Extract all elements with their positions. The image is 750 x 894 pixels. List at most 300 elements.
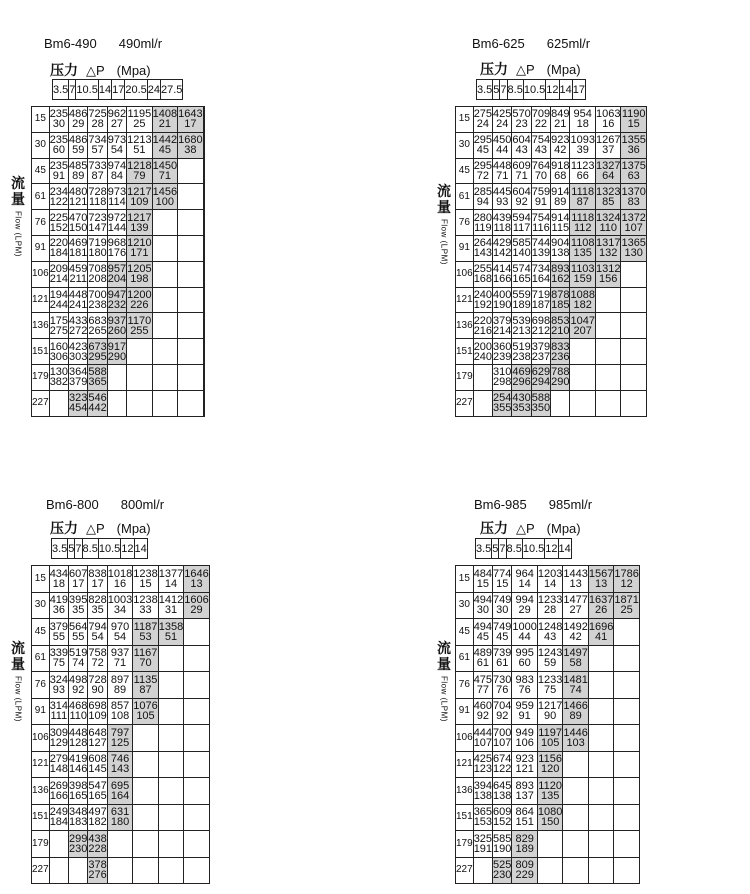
value-cell — [537, 619, 562, 646]
value-cell — [203, 313, 204, 339]
speed-value: 43 — [534, 144, 548, 157]
value-cell — [88, 235, 107, 261]
table-row — [32, 235, 205, 261]
value-cell — [493, 778, 512, 805]
value-cell — [570, 364, 595, 390]
value-cell — [69, 672, 88, 699]
value-cell — [473, 698, 492, 725]
speed-value: 198 — [130, 273, 149, 286]
model-header — [46, 497, 164, 512]
value-cell — [537, 778, 562, 805]
pressure-label: 压力 — [480, 520, 508, 536]
value-cell — [512, 831, 537, 858]
value-cell — [69, 261, 88, 287]
flow-cell: 91 — [32, 235, 50, 261]
value-cell — [88, 339, 107, 365]
value-cell — [614, 751, 639, 778]
value-cell — [473, 672, 492, 699]
value-cell — [107, 619, 132, 646]
speed-value: 27 — [110, 118, 124, 131]
value-cell — [158, 645, 183, 672]
torque-value: 235 — [49, 134, 69, 147]
torque-value: 970 — [110, 620, 130, 633]
value-cell — [595, 313, 620, 339]
value-cell — [537, 831, 562, 858]
value-cell — [107, 210, 126, 236]
torque-value: 574 — [512, 263, 531, 276]
value-cell — [107, 132, 126, 158]
speed-value: 71 — [113, 657, 127, 670]
value-cell — [493, 339, 512, 365]
speed-value: 165 — [69, 789, 88, 802]
value-cell — [588, 619, 613, 646]
speed-value: 14 — [164, 577, 178, 590]
speed-value: 121 — [69, 195, 88, 208]
flow-cell: 30 — [32, 592, 50, 619]
table-row — [456, 566, 640, 593]
value-cell — [473, 592, 492, 619]
table-row — [456, 158, 647, 184]
model-name: Bm6-625 — [472, 36, 525, 51]
speed-value: 108 — [110, 710, 130, 723]
torque-value: 1412 — [158, 594, 184, 607]
value-cell — [537, 857, 562, 884]
torque-value: 1118 — [571, 185, 595, 198]
torque-value: 683 — [88, 314, 107, 327]
value-cell — [152, 287, 177, 313]
value-cell — [493, 645, 512, 672]
value-cell — [563, 857, 588, 884]
speed-value: 110 — [69, 710, 87, 723]
speed-value: 228 — [88, 842, 107, 855]
value-cell — [551, 107, 570, 133]
torque-value: 1217 — [127, 211, 152, 224]
torque-value: 564 — [69, 620, 88, 633]
table-row — [456, 857, 640, 884]
value-cell — [595, 184, 620, 210]
value-cell — [614, 857, 639, 884]
torque-value: 1312 — [595, 263, 621, 276]
torque-value: 1606 — [184, 594, 209, 607]
speed-value: 85 — [602, 195, 615, 208]
value-cell — [184, 831, 209, 858]
value-cell — [178, 313, 203, 339]
value-cell — [595, 132, 620, 158]
speed-value: 45 — [496, 630, 509, 643]
value-cell — [133, 804, 158, 831]
speed-value: 66 — [576, 169, 589, 182]
value-cell — [127, 235, 152, 261]
value-cell — [158, 857, 183, 884]
table-row — [32, 339, 205, 365]
value-cell — [152, 235, 177, 261]
speed-value: 122 — [49, 195, 69, 208]
value-cell — [152, 364, 177, 390]
value-cell — [203, 107, 204, 133]
torque-value: 448 — [69, 726, 88, 739]
speed-value: 21 — [158, 118, 171, 131]
speed-value: 60 — [518, 657, 531, 670]
pressure-cell: 3.5 — [52, 539, 68, 559]
value-cell — [49, 287, 68, 313]
value-cell — [473, 184, 492, 210]
speed-value: 176 — [107, 247, 127, 260]
pressure-cell: 27.5 — [161, 80, 183, 100]
torque-value: 959 — [515, 700, 534, 713]
torque-value: 1118 — [571, 211, 595, 224]
speed-value: 118 — [493, 221, 511, 234]
speed-value: 21 — [554, 118, 567, 131]
torque-value: 468 — [69, 700, 88, 713]
value-cell — [107, 184, 126, 210]
displacement: 625ml/r — [546, 36, 591, 51]
value-cell — [493, 132, 512, 158]
torque-value: 519 — [69, 647, 88, 660]
torque-value: 295 — [473, 134, 493, 147]
value-cell — [69, 210, 88, 236]
performance-table — [31, 106, 205, 417]
value-cell — [152, 261, 177, 287]
torque-value: 764 — [531, 159, 551, 172]
torque-value: 235 — [49, 108, 69, 121]
torque-value: 1197 — [538, 726, 562, 739]
speed-value: 45 — [476, 144, 489, 157]
value-cell — [473, 857, 492, 884]
flow-cell: 91 — [456, 698, 474, 725]
torque-value: 774 — [493, 567, 512, 580]
value-cell — [152, 107, 177, 133]
flow-cell: 106 — [32, 261, 50, 287]
torque-value: 709 — [531, 108, 551, 121]
pressure-cell: 3.5 — [476, 539, 492, 559]
value-cell — [614, 831, 639, 858]
value-cell — [69, 107, 88, 133]
speed-value: 138 — [473, 789, 493, 802]
flow-cell: 76 — [32, 672, 50, 699]
torque-value: 1324 — [595, 211, 621, 224]
value-cell — [493, 831, 512, 858]
value-cell — [570, 339, 595, 365]
value-cell — [512, 261, 531, 287]
flow-cell: 227 — [32, 857, 50, 884]
value-cell — [621, 313, 646, 339]
value-cell — [49, 158, 68, 184]
speed-value: 122 — [493, 763, 512, 776]
pressure-cell: 10.5 — [76, 80, 98, 100]
value-cell — [551, 364, 570, 390]
speed-value: 87 — [139, 683, 152, 696]
torque-value: 240 — [473, 288, 493, 301]
torque-value: 254 — [493, 392, 512, 405]
speed-value: 240 — [473, 350, 493, 363]
value-cell — [531, 364, 550, 390]
value-cell — [107, 645, 132, 672]
speed-value: 306 — [49, 350, 69, 363]
speed-value: 68 — [554, 169, 567, 182]
delta-p-label: △P — [516, 62, 535, 77]
value-cell — [69, 804, 88, 831]
torque-value: 379 — [493, 314, 512, 327]
value-cell — [493, 725, 512, 752]
flow-cell: 227 — [456, 857, 474, 884]
value-cell — [512, 619, 537, 646]
speed-value: 272 — [69, 324, 88, 337]
value-cell — [88, 831, 107, 858]
flow-axis-label — [10, 640, 26, 722]
value-cell — [588, 566, 613, 593]
value-cell — [49, 364, 68, 390]
torque-value: 295 — [473, 159, 493, 172]
value-cell — [563, 645, 588, 672]
speed-value: 165 — [88, 789, 107, 802]
value-cell — [133, 831, 158, 858]
torque-value: 974 — [107, 159, 127, 172]
torque-value: 983 — [515, 673, 534, 686]
value-cell — [69, 158, 88, 184]
speed-value: 93 — [52, 683, 65, 696]
value-cell — [493, 364, 512, 390]
value-cell — [49, 235, 68, 261]
speed-value: 15 — [496, 577, 509, 590]
speed-value: 76 — [496, 683, 509, 696]
value-cell — [614, 778, 639, 805]
value-cell — [473, 390, 492, 416]
delta-p-label: △P — [516, 521, 535, 536]
value-cell — [184, 804, 209, 831]
value-cell — [178, 158, 203, 184]
value-cell — [493, 235, 512, 261]
value-cell — [551, 132, 570, 158]
value-cell — [49, 107, 68, 133]
torque-value: 708 — [88, 263, 107, 276]
table-row — [456, 778, 640, 805]
speed-value: 33 — [139, 604, 152, 617]
torque-value: 486 — [69, 108, 88, 121]
torque-value: 285 — [473, 185, 493, 198]
speed-value: 211 — [69, 273, 87, 286]
speed-value: 303 — [69, 350, 88, 363]
value-cell — [69, 619, 88, 646]
speed-value: 26 — [594, 604, 608, 617]
value-cell — [49, 313, 68, 339]
torque-value: 746 — [110, 753, 130, 766]
torque-value: 1243 — [537, 647, 563, 660]
torque-value: 1267 — [595, 134, 621, 147]
torque-value: 234 — [49, 185, 69, 198]
pressure-cell: 3.5 — [53, 80, 69, 100]
value-cell — [621, 107, 646, 133]
value-cell — [88, 158, 107, 184]
value-cell — [493, 107, 512, 133]
torque-value: 519 — [512, 340, 531, 353]
value-cell — [473, 751, 492, 778]
value-cell — [493, 698, 512, 725]
value-cell — [512, 364, 531, 390]
table-row — [456, 804, 640, 831]
value-cell — [69, 592, 88, 619]
flow-cell: 121 — [32, 751, 50, 778]
torque-value: 419 — [49, 594, 69, 607]
torque-value: 525 — [493, 859, 512, 872]
value-cell — [158, 592, 183, 619]
value-cell — [107, 725, 132, 752]
table-row — [456, 619, 640, 646]
speed-value: 61 — [496, 657, 509, 670]
table-row — [456, 592, 640, 619]
torque-value: 160 — [49, 340, 69, 353]
value-cell — [152, 184, 177, 210]
value-cell — [551, 210, 570, 236]
value-cell — [158, 831, 183, 858]
value-cell — [69, 364, 88, 390]
value-cell — [158, 698, 183, 725]
torque-value: 629 — [531, 366, 551, 379]
flow-cell: 30 — [456, 132, 474, 158]
value-cell — [570, 158, 595, 184]
value-cell — [570, 184, 595, 210]
torque-value: 444 — [473, 726, 493, 739]
torque-value: 480 — [69, 185, 88, 198]
torque-value: 585 — [493, 832, 512, 845]
torque-value: 914 — [551, 185, 570, 198]
torque-value: 1200 — [127, 288, 152, 301]
torque-value: 728 — [88, 185, 107, 198]
torque-value: 744 — [531, 237, 551, 250]
value-cell — [88, 184, 107, 210]
value-cell — [473, 132, 492, 158]
value-cell — [595, 339, 620, 365]
torque-value: 1088 — [570, 288, 595, 301]
pressure-cells — [476, 539, 572, 559]
pressure-cell: 20.5 — [125, 80, 147, 100]
torque-value: 433 — [69, 314, 88, 327]
speed-value: 75 — [544, 683, 557, 696]
torque-value: 849 — [551, 108, 570, 121]
value-cell — [563, 725, 588, 752]
value-cell — [107, 107, 126, 133]
table-row — [32, 831, 210, 858]
torque-value: 494 — [473, 620, 493, 633]
speed-value: 121 — [515, 763, 534, 776]
model-name: Bm6-985 — [474, 497, 527, 512]
displacement: 800ml/r — [120, 497, 165, 512]
table-row — [32, 857, 210, 884]
torque-value: 937 — [107, 314, 127, 327]
torque-value: 425 — [493, 108, 512, 121]
value-cell — [512, 672, 537, 699]
value-cell — [107, 566, 132, 593]
value-cell — [152, 132, 177, 158]
pressure-cell: 10.5 — [522, 539, 544, 559]
flow-axis-label — [436, 183, 452, 265]
speed-value: 89 — [554, 195, 567, 208]
value-cell — [88, 287, 107, 313]
speed-value: 43 — [515, 144, 528, 157]
value-cell — [203, 158, 204, 184]
torque-value: 1080 — [537, 806, 563, 819]
value-cell — [88, 645, 107, 672]
value-cell — [49, 339, 68, 365]
value-cell — [531, 287, 550, 313]
speed-value: 255 — [130, 324, 149, 337]
flow-cell: 121 — [456, 751, 474, 778]
value-cell — [473, 158, 492, 184]
speed-value: 93 — [496, 195, 509, 208]
speed-value: 15 — [139, 577, 152, 590]
value-cell — [621, 210, 646, 236]
pressure-cell: 7 — [69, 80, 76, 100]
speed-value: 109 — [130, 195, 149, 208]
speed-value: 17 — [72, 577, 85, 590]
value-cell — [107, 778, 132, 805]
speed-value: 76 — [518, 683, 531, 696]
torque-value: 749 — [493, 620, 512, 633]
torque-value: 1093 — [570, 134, 595, 147]
value-cell — [621, 339, 646, 365]
value-cell — [133, 857, 158, 884]
value-cell — [551, 313, 570, 339]
value-cell — [127, 158, 152, 184]
speed-value: 38 — [184, 144, 197, 157]
speed-value: 116 — [532, 221, 550, 234]
value-cell — [473, 210, 492, 236]
torque-value: 949 — [515, 726, 534, 739]
table-row — [456, 390, 647, 416]
value-cell — [614, 619, 639, 646]
torque-value: 1123 — [570, 159, 595, 172]
torque-value: 1120 — [538, 779, 562, 792]
value-cell — [531, 261, 550, 287]
speed-value: 37 — [602, 144, 615, 157]
value-cell — [473, 261, 492, 287]
torque-value: 878 — [551, 288, 570, 301]
speed-value: 63 — [627, 169, 640, 182]
speed-value: 111 — [50, 710, 68, 723]
value-cell — [512, 107, 531, 133]
value-cell — [107, 235, 126, 261]
torque-value: 917 — [107, 340, 127, 353]
speed-value: 109 — [88, 710, 107, 723]
value-cell — [178, 235, 203, 261]
speed-value: 44 — [518, 630, 531, 643]
value-cell — [49, 645, 68, 672]
performance-table — [455, 106, 647, 417]
speed-value: 148 — [49, 763, 69, 776]
value-cell — [88, 857, 107, 884]
speed-value: 29 — [190, 604, 203, 617]
speed-value: 142 — [493, 247, 512, 260]
displacement: 985ml/r — [548, 497, 593, 512]
table-row — [32, 261, 205, 287]
speed-value: 28 — [91, 118, 104, 131]
torque-value: 604 — [512, 134, 531, 147]
value-cell — [69, 390, 88, 416]
flow-cell: 45 — [32, 158, 50, 184]
value-cell — [563, 751, 588, 778]
torque-value: 1492 — [563, 620, 588, 633]
speed-value: 13 — [190, 577, 203, 590]
torque-value: 269 — [49, 779, 69, 792]
flow-label-en: Flow (LPM) — [13, 676, 23, 722]
torque-value: 459 — [69, 263, 88, 276]
torque-value: 730 — [493, 673, 512, 686]
torque-value: 379 — [49, 620, 69, 633]
flow-cell: 91 — [32, 698, 50, 725]
value-cell — [49, 592, 68, 619]
speed-value: 105 — [136, 710, 155, 723]
torque-value: 489 — [473, 647, 493, 660]
flow-cell: 15 — [32, 107, 50, 133]
